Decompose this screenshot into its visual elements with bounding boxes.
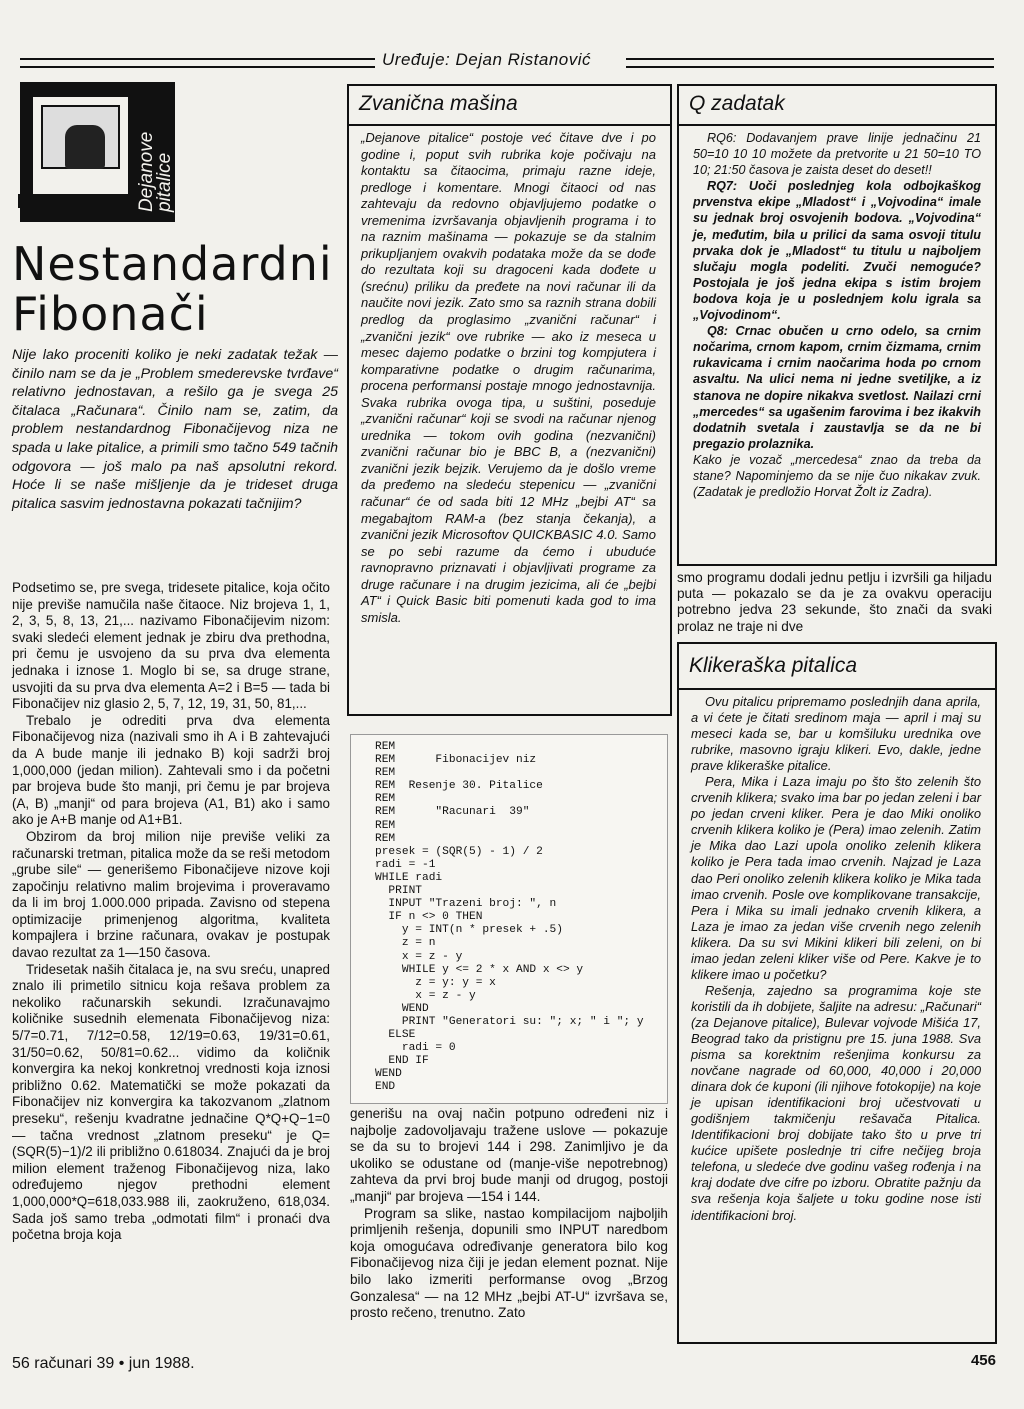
basic-program bbox=[350, 734, 668, 1104]
code-line: WEND bbox=[375, 1068, 402, 1081]
klikeraska-instructions: Rešenja, zajedno sa programima koje ste koristili da ih dobijete, šaljite na adresu: „Računari“ (za Dejanove pitalice), Bulevar vojvode Mišića 17, Beograd tako da pristignu pre 15. juna 1988. Sva pisma sa korektnim rešenjima konkursu za novčane nagrade od 60,000, 40,000 i 20,000 dinara dok će kuponi (ili njihove fotokopije) na koje je upisan identifikacioni broj učestvovati u godišnjem takmičenju rešavača Pitalica. Identifikacioni broj dobijate tako što u prve tri kućice upišete poslednje tri cifre nečijeg broja telefona, u sledeće dve godinu vašeg rođenja i na kraj dodate dve cifre po izboru. Obratite pažnju da sva rešenja koja šaljete u toku godine nose isti identifikacioni broj. bbox=[691, 982, 981, 1223]
code-line: REM bbox=[375, 819, 396, 832]
editor-credit: Uređuje: Dejan Ristanović bbox=[382, 50, 592, 69]
rq6-text: RQ6: Dodavanjem prave linije jednačinu 21 50=10 10 10 možete da pretvorite u 21 50=10 TO 10; 21:50 časova je zaista deset do deset!! bbox=[693, 131, 981, 178]
code-line: PRINT bbox=[375, 885, 422, 898]
code-line: presek = (SQR(5) - 1) / 2 bbox=[375, 845, 543, 858]
code-line: END IF bbox=[375, 1055, 429, 1068]
code-line: WHILE radi bbox=[375, 871, 443, 884]
column-logo bbox=[20, 82, 175, 222]
klikeraska-title: Klikeraška pitalica bbox=[689, 654, 858, 677]
code-line: END bbox=[375, 1081, 396, 1094]
article-title-line1: Nestandardni bbox=[12, 237, 333, 291]
paragraph: Podsetimo se, pre svega, tridesete pitalice, koja očito nije previše namučila naše čitaoce. Niz brojeva 1, 1, 2, 3, 5, 8, 13, 21,... nazivamo Fibonačijevim nizom: svaki sledeći element jednak je zbiru dva prethodna, pri čemu je usvojeno da su prva dva elementa jednaka i iznose 1. Moglo bi se, sa druge strane, usvojiti da su prva dva elementa A=2 i B=5 — tada bi Fibonačijev niz glasio 2, 5, 7, 12, 19, 31, 50, 81,... bbox=[12, 580, 330, 712]
zvanicna-title: Zvanična mašina bbox=[359, 92, 518, 115]
klikeraska-intro: Ovu pitalicu pripremamo poslednjih dana aprila, a vi ćete je čitati sredinom maja — april i maj su meseci kada se, bar u komšiluku urednika ove rubrike, masovno igraju klikeri. Evo, dakle, jedne prave klikeraške pitalice. bbox=[691, 694, 981, 774]
zvanicna-text: „Dejanove pitalice“ postoje već čitave dve i po godine i, poput svih rubrika koje počivaju na kontaktu sa čitaocima, primaju razne ideje, predloge i komentare. Mnogi čitaoci od nas zahtevaju da redovno objavljujemo podatke o vremenima izvršavanja objavljenih programa i to na raznim mašinama — pokazuje se da stalnim prikupljanjem ovakvih podataka može da se dođe do rezultata koji su dragoceni kada dođete u (srećnu) priliku da pređete na novi računar ili da naučite novi jezik. Zato smo sa raznih strana dobili predlog da proglasimo „zvanični računar“ i „zvanični jezik“ ove rubrike — ako iz meseca u mesec dajemo podatke o brzini tog kompjutera i komparativne podatke o drugim računarima, procena performansi postaje mnogo jednostavnija. Svaka rubrika ovoga tipa, u suštini, poseduje „zvanični računar“ koji se svodi na računar njenog urednika — tokom ovih godina (nezvanični) zvanični računar bio je BBC B, a (nezvanični) zvanični jezik bejzik. Verujemo da je došlo vreme da pređemo na sledeću stepenicu — „zvanični računar“ će od sada biti 12 MHz „bejbi AT“ sa megabajtom RAM-a (bez stanja čekanja), a zvanični jezik Microsoftov QUICKBASIC 4.0. Samo se po sebi razume da ćemo i ubuduće ravnopravno priznavati i objavljivati programe za druge računare i na drugim jezicima, ali će „bejbi AT“ i Quick Basic biti pomenuti kada god to ima smisla. bbox=[361, 130, 656, 625]
header-rule-left bbox=[20, 58, 375, 68]
logo-label: Dejanove pitalice bbox=[136, 131, 175, 212]
code-line: IF n <> 0 THEN bbox=[375, 911, 483, 924]
code-line: radi = 0 bbox=[375, 1042, 456, 1055]
article-title-line2: Fibonači bbox=[12, 287, 209, 341]
article-column-3-top: smo programu dodali jednu petlju i izvršili ga hiljadu puta — pokazalo se da je za ovakvu operaciju potrebno jedva 23 sekunde, što znači da svaki prolaz ne traje ni dve bbox=[677, 570, 992, 634]
klikeraska-problem: Pera, Mika i Laza imaju po što što zelenih što crvenih klikera; svako ima bar po jedan zeleni i bar po jedan crveni kliker. Pera je dao Miki onoliko crvenih klikera koliko je (Pera) imao zelenih. Zatim je Mika dao Lazi upola onoliko zelenih klikera koliko je Pera tada imao crvenih. Najzad je Laza dao Peri onoliko zelenih klikera koliko je Mika tada imao crvenih. Posle ove komplikovane transakcije, Pera i Mika su imali jednako crvenih klikera, a Laza je imao za jedan više crvenih nego zelenih klikera. Da su svi Mikini klikeri bili zeleni, on bi imao jedan zeleni kliker više od Pere. Kakve je to klikere imao u početku? bbox=[691, 774, 981, 982]
divider bbox=[679, 688, 995, 690]
code-line: REM bbox=[375, 741, 396, 753]
code-line: REM Fibonacijev niz bbox=[375, 754, 537, 767]
code-line: REM bbox=[375, 767, 396, 780]
klikeraska-box bbox=[677, 642, 997, 1344]
divider bbox=[349, 124, 670, 126]
code-line: z = n bbox=[375, 937, 436, 950]
code-line: x = z - y bbox=[375, 950, 463, 963]
zvanicna-box bbox=[347, 84, 672, 716]
paragraph: Trebalo je odrediti prva dva elementa Fibonačijevog niza (nazivali smo ih A i B zahtevajući da A bude manje ili jednako B) koji sadrži broj 1,000,000 (jedan milion). Zahtevali smo i da početni par brojeva bude što manji, pri čemu je par brojeva (A, B) „manji“ od para brojeva (A1, B1) ako i samo ako je A+B manje od A1+B1. bbox=[12, 712, 330, 828]
code-line: ELSE bbox=[375, 1029, 416, 1042]
footer-issue: 56 računari 39 • jun 1988. bbox=[12, 1355, 195, 1372]
rq7-text: RQ7: Uoči poslednjeg kola odbojkaškog prvenstva ekipe „Mladost“ i „Vojvodina“ imale su jednak broj osvojenih bodova. „Vojvodina“ je, međutim, bila u prilici da sama osvoji titulu prvaka dok je „Mladost“ tu titulu u najboljem slučaju mogla podeliti. Zvuči nemoguće? Postojala je još jedna ekipa s istim brojem bodova koja je u poslednjem kolu igrala sa „Vojvodinom“. bbox=[693, 179, 981, 323]
code-line: REM bbox=[375, 793, 396, 806]
code-line: WEND bbox=[375, 1002, 429, 1015]
code-line: x = z - y bbox=[375, 989, 476, 1002]
paragraph: Program sa slike, nastao kompilacijom najboljih primljenih rešenja, dopunili smo INPUT naredbom koja omogućava određivanje generatora bilo kog Fibonačijevog niza čiji je jedan element poznat. Nije bilo lako izmeriti performanse ovog „Brzog Gonzalesa“ — na 12 MHz „bejbi AT-U“ izvršava se, prosto rečeno, trenutno. Zato bbox=[350, 1205, 668, 1321]
code-line: y = INT(n * presek + .5) bbox=[375, 924, 563, 937]
code-line: INPUT "Trazeni broj: ", n bbox=[375, 898, 557, 911]
code-line: PRINT "Generatori su: "; x; " i "; y bbox=[375, 1015, 644, 1028]
code-line: z = y: y = x bbox=[375, 976, 496, 989]
q8-text: Q8: Crnac obučen u crno odelo, sa crnim nočarima, crnom kapom, crnim čizmama, crnim rukavicama i crnim naočarima hoda po crnom asvaltu. Na ulici nema ni jedne svetiljke, a iz stanova ne dopire nikakva svetlost. Nailazi crni „mercedes“ sa ugašenim farovima i bez ikakvih dodatnih svetala i zaustavlja se da ne bi pregazio prolaznika. bbox=[693, 324, 981, 451]
page-number: 456 bbox=[970, 1352, 996, 1369]
header-rule-right bbox=[626, 58, 994, 68]
paragraph: Obzirom da broj milion nije previše veliki za računarski tretman, pitalica može da se reši metodom „grube sile“ — generišemo Fibonačijeve nizove koji započinju relativno malim brojevima i proveravamo da li im broj 1.000.000 pripada. Zavisno od stepena optimizacije primenjenog algoritma, kvaliteta kompajlera i brzine računara, ovakav je postupak davao rezultat za 1—150 časova. bbox=[12, 828, 330, 961]
paragraph: generišu na ovaj način potpuno određeni niz i najbolje zadovoljavaju tražene uslove — pokazuje se da su to brojevi 144 i 298. Zanimljivo je da ukoliko se odustane od (manje-više nepotrebnog) zahteva da prvi broj bude manji od drugog, postoji „manji“ par brojeva —154 i 144. bbox=[350, 1106, 668, 1204]
divider bbox=[679, 124, 995, 126]
thinker-icon bbox=[65, 125, 105, 169]
q8-question: Kako je vozač „mercedesa“ znao da treba da stane? Napominjemo da se nije čuo nikakav zvuk. (Zadatak je predložio Horvat Žolt iz Zadra). bbox=[693, 452, 981, 500]
article-column-1 bbox=[12, 580, 330, 1244]
code-line: REM Resenje 30. Pitalice bbox=[375, 780, 543, 793]
code-line: radi = -1 bbox=[375, 858, 436, 871]
code-line: REM bbox=[375, 832, 396, 845]
code-line: WHILE y <= 2 * x AND x <> y bbox=[375, 963, 584, 976]
code-line: REM "Racunari 39" bbox=[375, 806, 530, 819]
article-column-2 bbox=[350, 1106, 668, 1322]
article-lead: Nije lako proceniti koliko je neki zadatak težak — činilo nam se da je „Problem smederevske tvrđave“ relativno jednostavan, a rešilo ga je svega 25 čitalaca „Računara“. Činilo nam se, zatim, da problem nestandardnog Fibonačijevog niza ne spada u lake pitalice, a primili smo tačno 549 tačnih odgovora — još malo pa naš apsolutni rekord. Hoće li se naše mišljenje da je trideset druga pitalica sasvim jednostavna pokazati tačnijim? bbox=[12, 347, 338, 512]
qzadatak-title: Q zadatak bbox=[689, 92, 785, 115]
qzadatak-box bbox=[677, 84, 997, 566]
paragraph: Tridesetak naših čitalaca je, na svu sreću, unapred znalo ili primetilo sitnicu koja rešava problem za nekoliko računarskih sekundi. Izračunavajmo količnike susednih elemenata Fibonačijevog niza: 5/7=0.71, 7/12=0.58, 12/19=0.63, 19/31=0.61, 31/50=0.62, 50/81=0.62... vidimo da količnik konvergira ka nekoj konkretnoj vrednosti koja iznosi približno 0.62. Matematički se može pokazati da Fibonačijev niz konvergira ka takozvanom „zlatnom preseku“, rešenju kvadratne jednačine Q*Q+Q−1=0 — tačna vrednost „zlatnom preseku“ je Q=(SQR(5)−1)/2 ili približno 0.618034. Znajući da je broj milion element traženog Fibonačijevog niza, lako određujemo njegov prethodni element 1,000,000*Q=618,033.988 ili, zaokruženo, 618,034. Sada još samo treba „odmotati film“ i pronaći dva početna broja koja bbox=[12, 961, 330, 1243]
